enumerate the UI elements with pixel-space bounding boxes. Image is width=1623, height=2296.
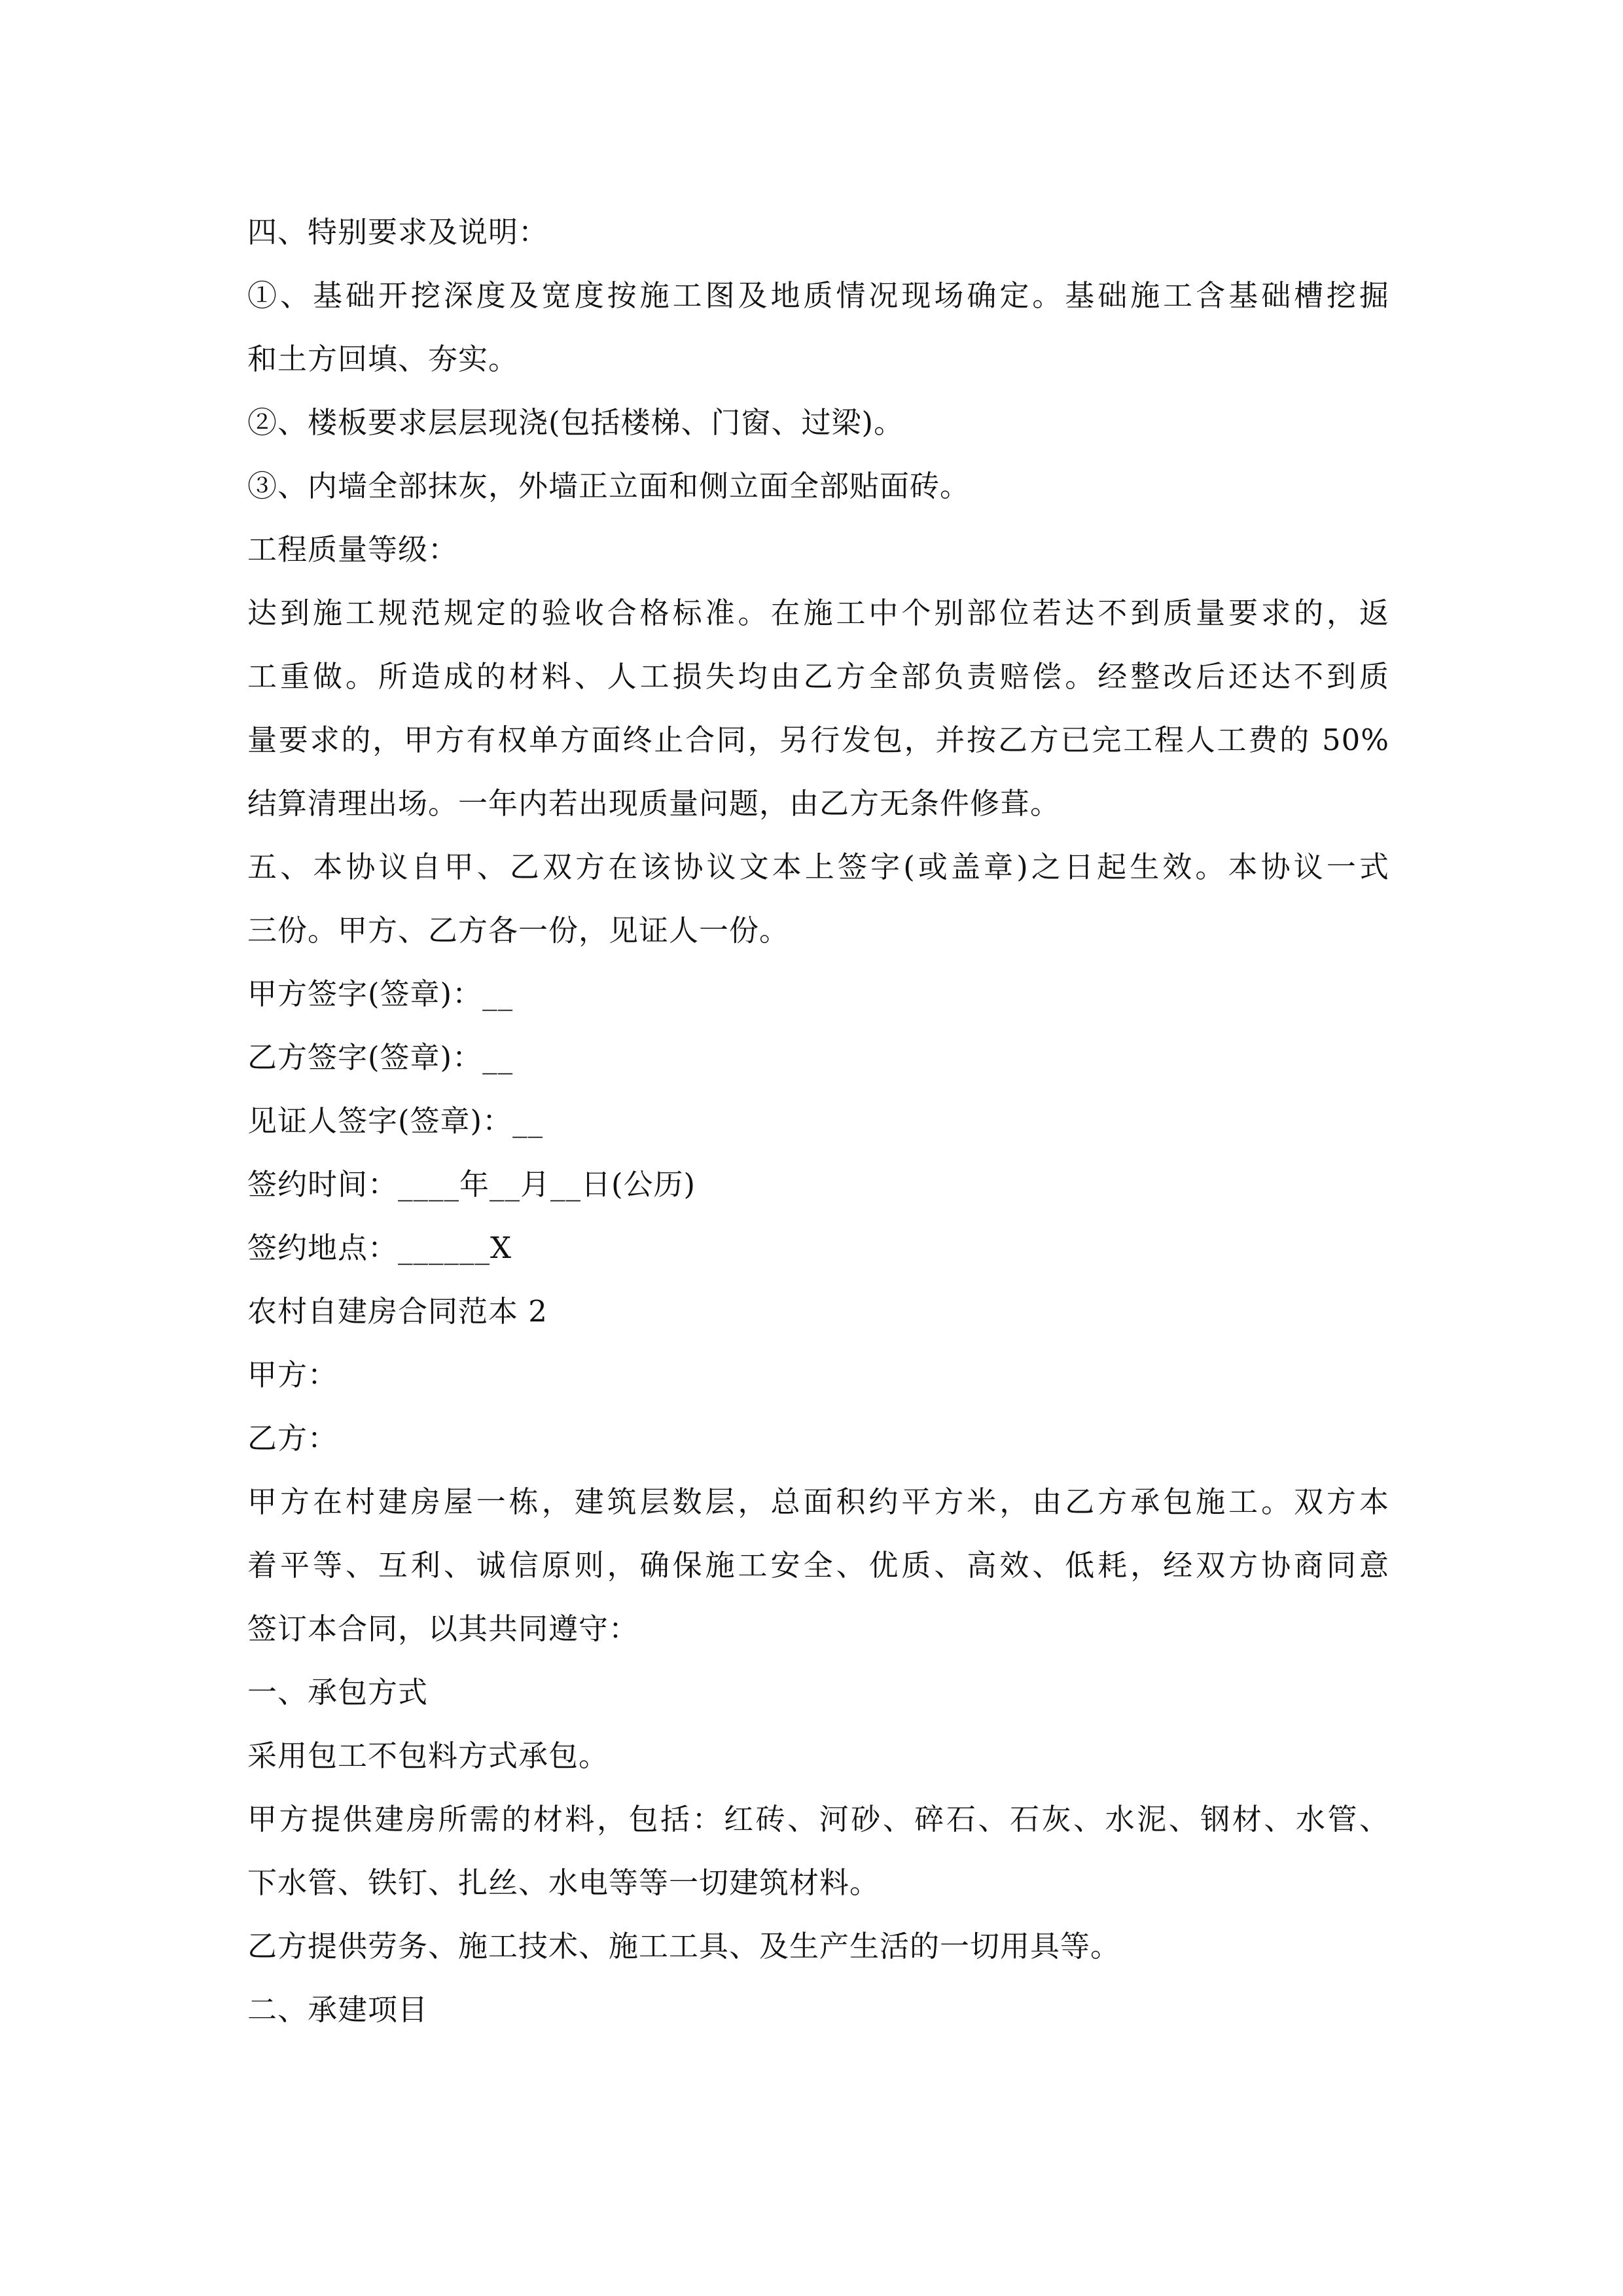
text-line: 一、承包方式	[247, 1675, 429, 1710]
text-line: 农村自建房合同范本 2	[247, 1294, 548, 1329]
text-line: 下水管、铁钉、扎丝、水电等等一切建筑材料。	[247, 1865, 880, 1900]
text-line: 甲方提供建房所需的材料，包括：红砖、河砂、碎石、石灰、水泥、钢材、水管、	[247, 1802, 1389, 1837]
text-line: 五、本协议自甲、乙双方在该协议文本上签字(或盖章)之日起生效。本协议一式	[247, 850, 1389, 884]
text-line: 工重做。所造成的材料、人工损失均由乙方全部负责赔偿。经整改后还达不到质	[247, 659, 1389, 694]
text-line: 三份。甲方、乙方各一份，见证人一份。	[247, 913, 790, 948]
text-line: 量要求的，甲方有权单方面终止合同，另行发包，并按乙方已完工程人工费的 50%	[247, 723, 1389, 757]
text-line: ①、基础开挖深度及宽度按施工图及地质情况现场确定。基础施工含基础槽挖掘	[247, 278, 1389, 313]
text-line: ②、楼板要求层层现浇(包括楼梯、门窗、过梁)。	[247, 405, 904, 440]
text-line: 达到施工规范规定的验收合格标准。在施工中个别部位若达不到质量要求的，返	[247, 596, 1389, 630]
text-line: 见证人签字(签章)：__	[247, 1103, 544, 1138]
text-line: 乙方提供劳务、施工技术、施工工具、及生产生活的一切用具等。	[247, 1929, 1121, 1964]
text-line: 乙方：	[247, 1421, 338, 1456]
text-line: 着平等、互利、诚信原则，确保施工安全、优质、高效、低耗，经双方协商同意	[247, 1548, 1389, 1583]
text-line: 甲方签字(签章)：__	[247, 977, 514, 1011]
text-line: 签订本合同，以其共同遵守：	[247, 1611, 639, 1646]
text-line: 结算清理出场。一年内若出现质量问题，由乙方无条件修葺。	[247, 786, 1061, 821]
text-line: 四、特别要求及说明：	[247, 215, 549, 249]
text-line: ③、内墙全部抹灰，外墙正立面和侧立面全部贴面砖。	[247, 469, 971, 503]
text-line: 甲方在村建房屋一栋，建筑层数层，总面积约平方米，由乙方承包施工。双方本	[247, 1484, 1389, 1519]
text-line: 甲方：	[247, 1357, 338, 1392]
text-line: 采用包工不包料方式承包。	[247, 1738, 609, 1773]
document-body	[247, 200, 1389, 2041]
text-line: 工程质量等级：	[247, 532, 459, 567]
text-line: 和土方回填、夯实。	[247, 342, 519, 376]
text-line: 签约地点：______X	[247, 1230, 512, 1265]
text-line: 签约时间：____年__月__日(公历)	[247, 1167, 696, 1202]
text-line: 二、承建项目	[247, 1992, 429, 2027]
text-line: 乙方签字(签章)：__	[247, 1040, 514, 1075]
